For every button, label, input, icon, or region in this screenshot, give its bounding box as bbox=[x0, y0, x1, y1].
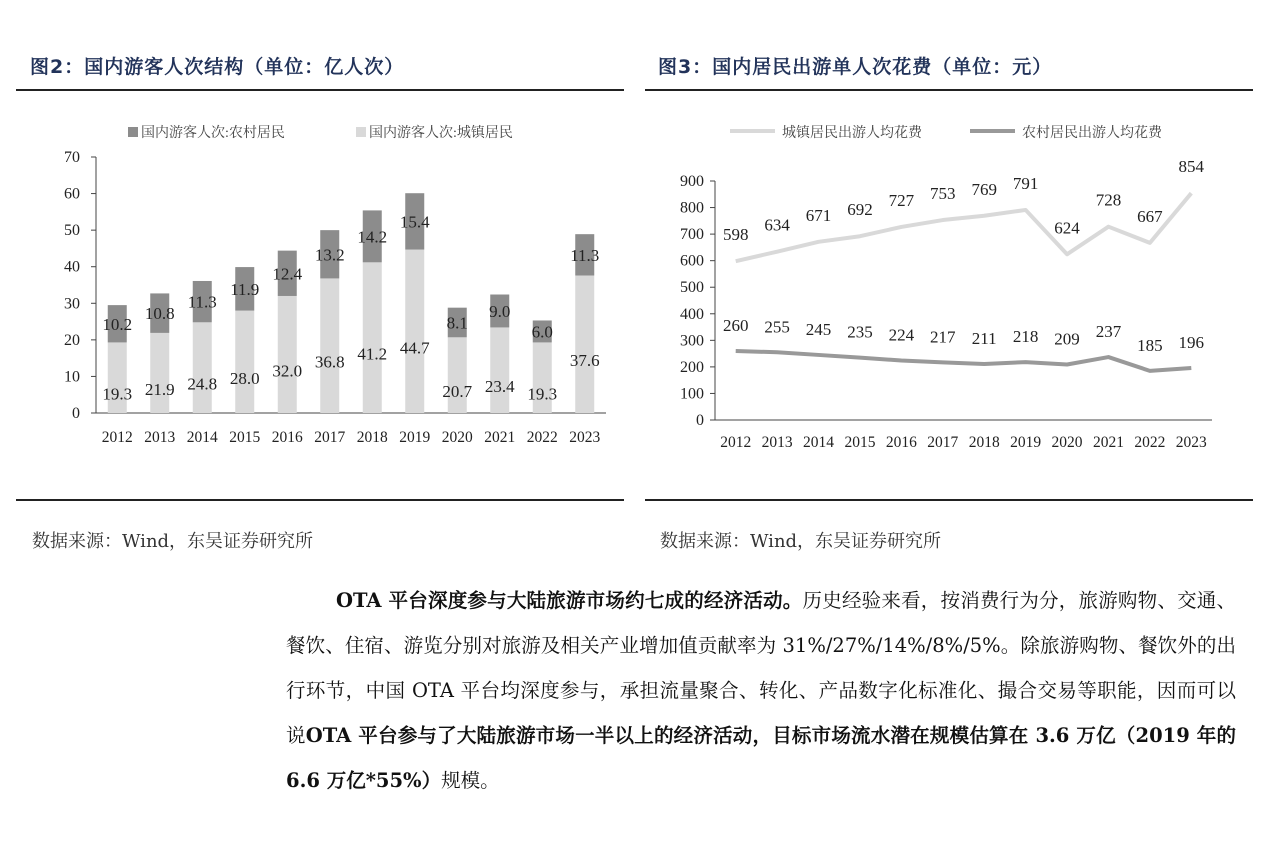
bar-urban bbox=[490, 327, 509, 413]
legend-label: 国内游客人次:农村居民 bbox=[141, 126, 285, 141]
data-label-urban: 667 bbox=[1137, 206, 1163, 226]
data-label-rural: 185 bbox=[1137, 335, 1163, 355]
y-tick-label: 900 bbox=[680, 173, 704, 190]
x-tick-label: 2016 bbox=[271, 429, 303, 446]
x-tick-label: 2021 bbox=[484, 429, 516, 446]
x-tick-label: 2014 bbox=[803, 434, 835, 451]
data-label-urban: 41.2 bbox=[357, 344, 388, 364]
data-label-rural: 11.3 bbox=[570, 245, 600, 265]
bar-urban bbox=[575, 275, 594, 413]
data-label-urban: 32.0 bbox=[272, 361, 303, 381]
y-tick-label: 800 bbox=[680, 199, 704, 217]
y-tick-label: 500 bbox=[680, 279, 704, 297]
data-label-rural: 8.1 bbox=[446, 313, 468, 333]
y-tick-label: 600 bbox=[680, 252, 704, 270]
right-figure-title: 图3：国内居民出游单人次花费（单位：元） bbox=[658, 56, 1053, 78]
legend-swatch bbox=[128, 127, 138, 137]
x-tick-label: 2019 bbox=[399, 429, 431, 446]
bar-urban bbox=[320, 278, 339, 413]
data-label-rural: 209 bbox=[1054, 329, 1080, 349]
x-tick-label: 2023 bbox=[1175, 434, 1207, 451]
y-tick-label: 300 bbox=[680, 332, 704, 350]
data-label-rural: 224 bbox=[888, 325, 915, 345]
body-paragraph bbox=[286, 578, 1236, 803]
data-label-rural: 11.3 bbox=[187, 292, 217, 312]
y-tick-label: 60 bbox=[64, 185, 80, 203]
series-line-urban bbox=[736, 190, 1192, 261]
data-label-rural: 6.0 bbox=[531, 322, 553, 342]
data-label-urban: 624 bbox=[1054, 218, 1080, 238]
x-tick-label: 2018 bbox=[968, 434, 1000, 451]
left-source-note: 数据来源：Wind，东吴证券研究所 bbox=[32, 531, 314, 552]
data-label-rural: 218 bbox=[1012, 327, 1039, 347]
data-label-rural: 15.4 bbox=[399, 212, 430, 232]
left-figure-title: 图2：国内游客人次结构（单位：亿人次） bbox=[30, 56, 405, 78]
x-tick-label: 2021 bbox=[1092, 434, 1124, 451]
x-tick-label: 2018 bbox=[356, 429, 388, 446]
y-tick-label: 50 bbox=[64, 222, 80, 240]
legend-label: 国内游客人次:城镇居民 bbox=[369, 126, 513, 141]
data-label-urban: 753 bbox=[930, 184, 956, 204]
x-tick-label: 2020 bbox=[1051, 434, 1083, 451]
x-tick-label: 2015 bbox=[229, 429, 261, 446]
series-line-rural bbox=[736, 351, 1192, 371]
data-label-rural: 9.0 bbox=[489, 301, 511, 321]
bar-urban bbox=[278, 296, 297, 413]
y-tick-label: 0 bbox=[696, 412, 704, 429]
data-label-urban: 728 bbox=[1095, 190, 1122, 210]
x-tick-label: 2012 bbox=[720, 434, 752, 451]
legend-label: 农村居民出游人均花费 bbox=[1022, 126, 1162, 141]
data-label-rural: 237 bbox=[1095, 322, 1122, 342]
data-label-urban: 19.3 bbox=[102, 384, 133, 404]
data-label-urban: 19.3 bbox=[527, 384, 558, 404]
bar-urban bbox=[363, 262, 382, 413]
x-tick-label: 2012 bbox=[101, 429, 133, 446]
data-label-urban: 24.8 bbox=[187, 374, 218, 394]
legend-swatch bbox=[356, 127, 366, 137]
y-tick-label: 70 bbox=[64, 149, 80, 166]
x-tick-label: 2014 bbox=[186, 429, 218, 446]
left-top-rule bbox=[16, 89, 624, 91]
data-label-rural: 10.2 bbox=[102, 314, 133, 334]
data-label-rural: 260 bbox=[722, 315, 749, 335]
left-bottom-rule bbox=[16, 499, 624, 501]
x-tick-label: 2013 bbox=[144, 429, 176, 446]
x-tick-label: 2023 bbox=[569, 429, 601, 446]
para-bold-1: OTA 平台深度参与大陆旅游市场约七成的经济活动。 bbox=[336, 589, 803, 612]
x-tick-label: 2019 bbox=[1010, 434, 1042, 451]
data-label-rural: 245 bbox=[805, 319, 832, 339]
x-tick-label: 2022 bbox=[526, 429, 558, 446]
data-label-rural: 11.9 bbox=[230, 279, 260, 299]
data-label-rural: 235 bbox=[847, 322, 873, 342]
y-tick-label: 0 bbox=[72, 405, 80, 422]
x-tick-label: 2013 bbox=[761, 434, 793, 451]
y-tick-label: 100 bbox=[680, 385, 704, 403]
y-tick-label: 20 bbox=[64, 331, 80, 349]
data-label-urban: 727 bbox=[888, 190, 915, 210]
data-label-rural: 12.4 bbox=[272, 264, 303, 284]
x-tick-label: 2017 bbox=[314, 429, 346, 446]
x-tick-label: 2017 bbox=[927, 434, 959, 451]
y-tick-label: 40 bbox=[64, 258, 80, 276]
para-bold-2: OTA 平台参与了大陆旅游市场一半以上的经济活动，目标市场流水潜在规模估算在 3.6 万亿（2019 年的 6.6 万亿*55%） bbox=[286, 724, 1236, 792]
data-label-urban: 44.7 bbox=[399, 338, 430, 358]
bar-urban bbox=[448, 337, 467, 413]
x-tick-label: 2016 bbox=[885, 434, 917, 451]
data-label-urban: 634 bbox=[764, 215, 790, 235]
data-label-urban: 692 bbox=[847, 200, 873, 220]
data-label-rural: 211 bbox=[971, 328, 997, 348]
data-label-urban: 598 bbox=[722, 225, 749, 245]
data-label-rural: 255 bbox=[764, 317, 790, 337]
para-text-2: 规模。 bbox=[441, 769, 500, 792]
bar-urban bbox=[235, 311, 254, 413]
data-label-rural: 10.8 bbox=[144, 304, 175, 324]
x-tick-label: 2015 bbox=[844, 434, 876, 451]
right-bottom-rule bbox=[645, 499, 1253, 501]
data-label-urban: 28.0 bbox=[229, 368, 260, 388]
bar-urban bbox=[405, 250, 424, 413]
data-label-urban: 21.9 bbox=[144, 379, 175, 399]
data-label-urban: 769 bbox=[971, 179, 997, 199]
x-tick-label: 2022 bbox=[1134, 434, 1166, 451]
y-tick-label: 10 bbox=[64, 368, 80, 386]
y-tick-label: 30 bbox=[64, 295, 80, 313]
data-label-urban: 20.7 bbox=[442, 382, 473, 402]
data-label-rural: 13.2 bbox=[314, 245, 345, 265]
data-label-urban: 854 bbox=[1178, 157, 1205, 177]
bar-urban bbox=[150, 333, 169, 413]
para-text-1: 历史经验来看，按消费行为分，旅游购物、交通、餐饮、住宿、游览分别对旅游及相关产业增加值贡献率为 31%/27%/14%/8%/5%。除旅游购物、餐饮外的出行环节，中国 OTA 平台均深度参与，承担流量聚合、转化、产品数字化标准化、撮合交易等职能，因而可以说 bbox=[286, 589, 1236, 747]
bar-urban bbox=[193, 322, 212, 413]
y-tick-label: 200 bbox=[680, 358, 704, 376]
data-label-urban: 36.8 bbox=[314, 352, 345, 372]
y-tick-label: 700 bbox=[680, 226, 704, 244]
data-label-rural: 217 bbox=[930, 327, 956, 347]
x-tick-label: 2020 bbox=[441, 429, 473, 446]
data-label-urban: 791 bbox=[1012, 173, 1039, 193]
legend-label: 城镇居民出游人均花费 bbox=[782, 126, 922, 141]
data-label-urban: 671 bbox=[805, 205, 832, 225]
data-label-rural: 196 bbox=[1178, 332, 1205, 352]
left-stacked-bar-chart bbox=[16, 100, 624, 495]
right-line-chart bbox=[645, 100, 1253, 495]
right-source-note: 数据来源：Wind，东吴证券研究所 bbox=[660, 531, 942, 552]
data-label-rural: 14.2 bbox=[357, 227, 388, 247]
data-label-urban: 23.4 bbox=[484, 377, 515, 397]
data-label-urban: 37.6 bbox=[569, 351, 600, 371]
right-top-rule bbox=[645, 89, 1253, 91]
y-tick-label: 400 bbox=[680, 305, 704, 323]
